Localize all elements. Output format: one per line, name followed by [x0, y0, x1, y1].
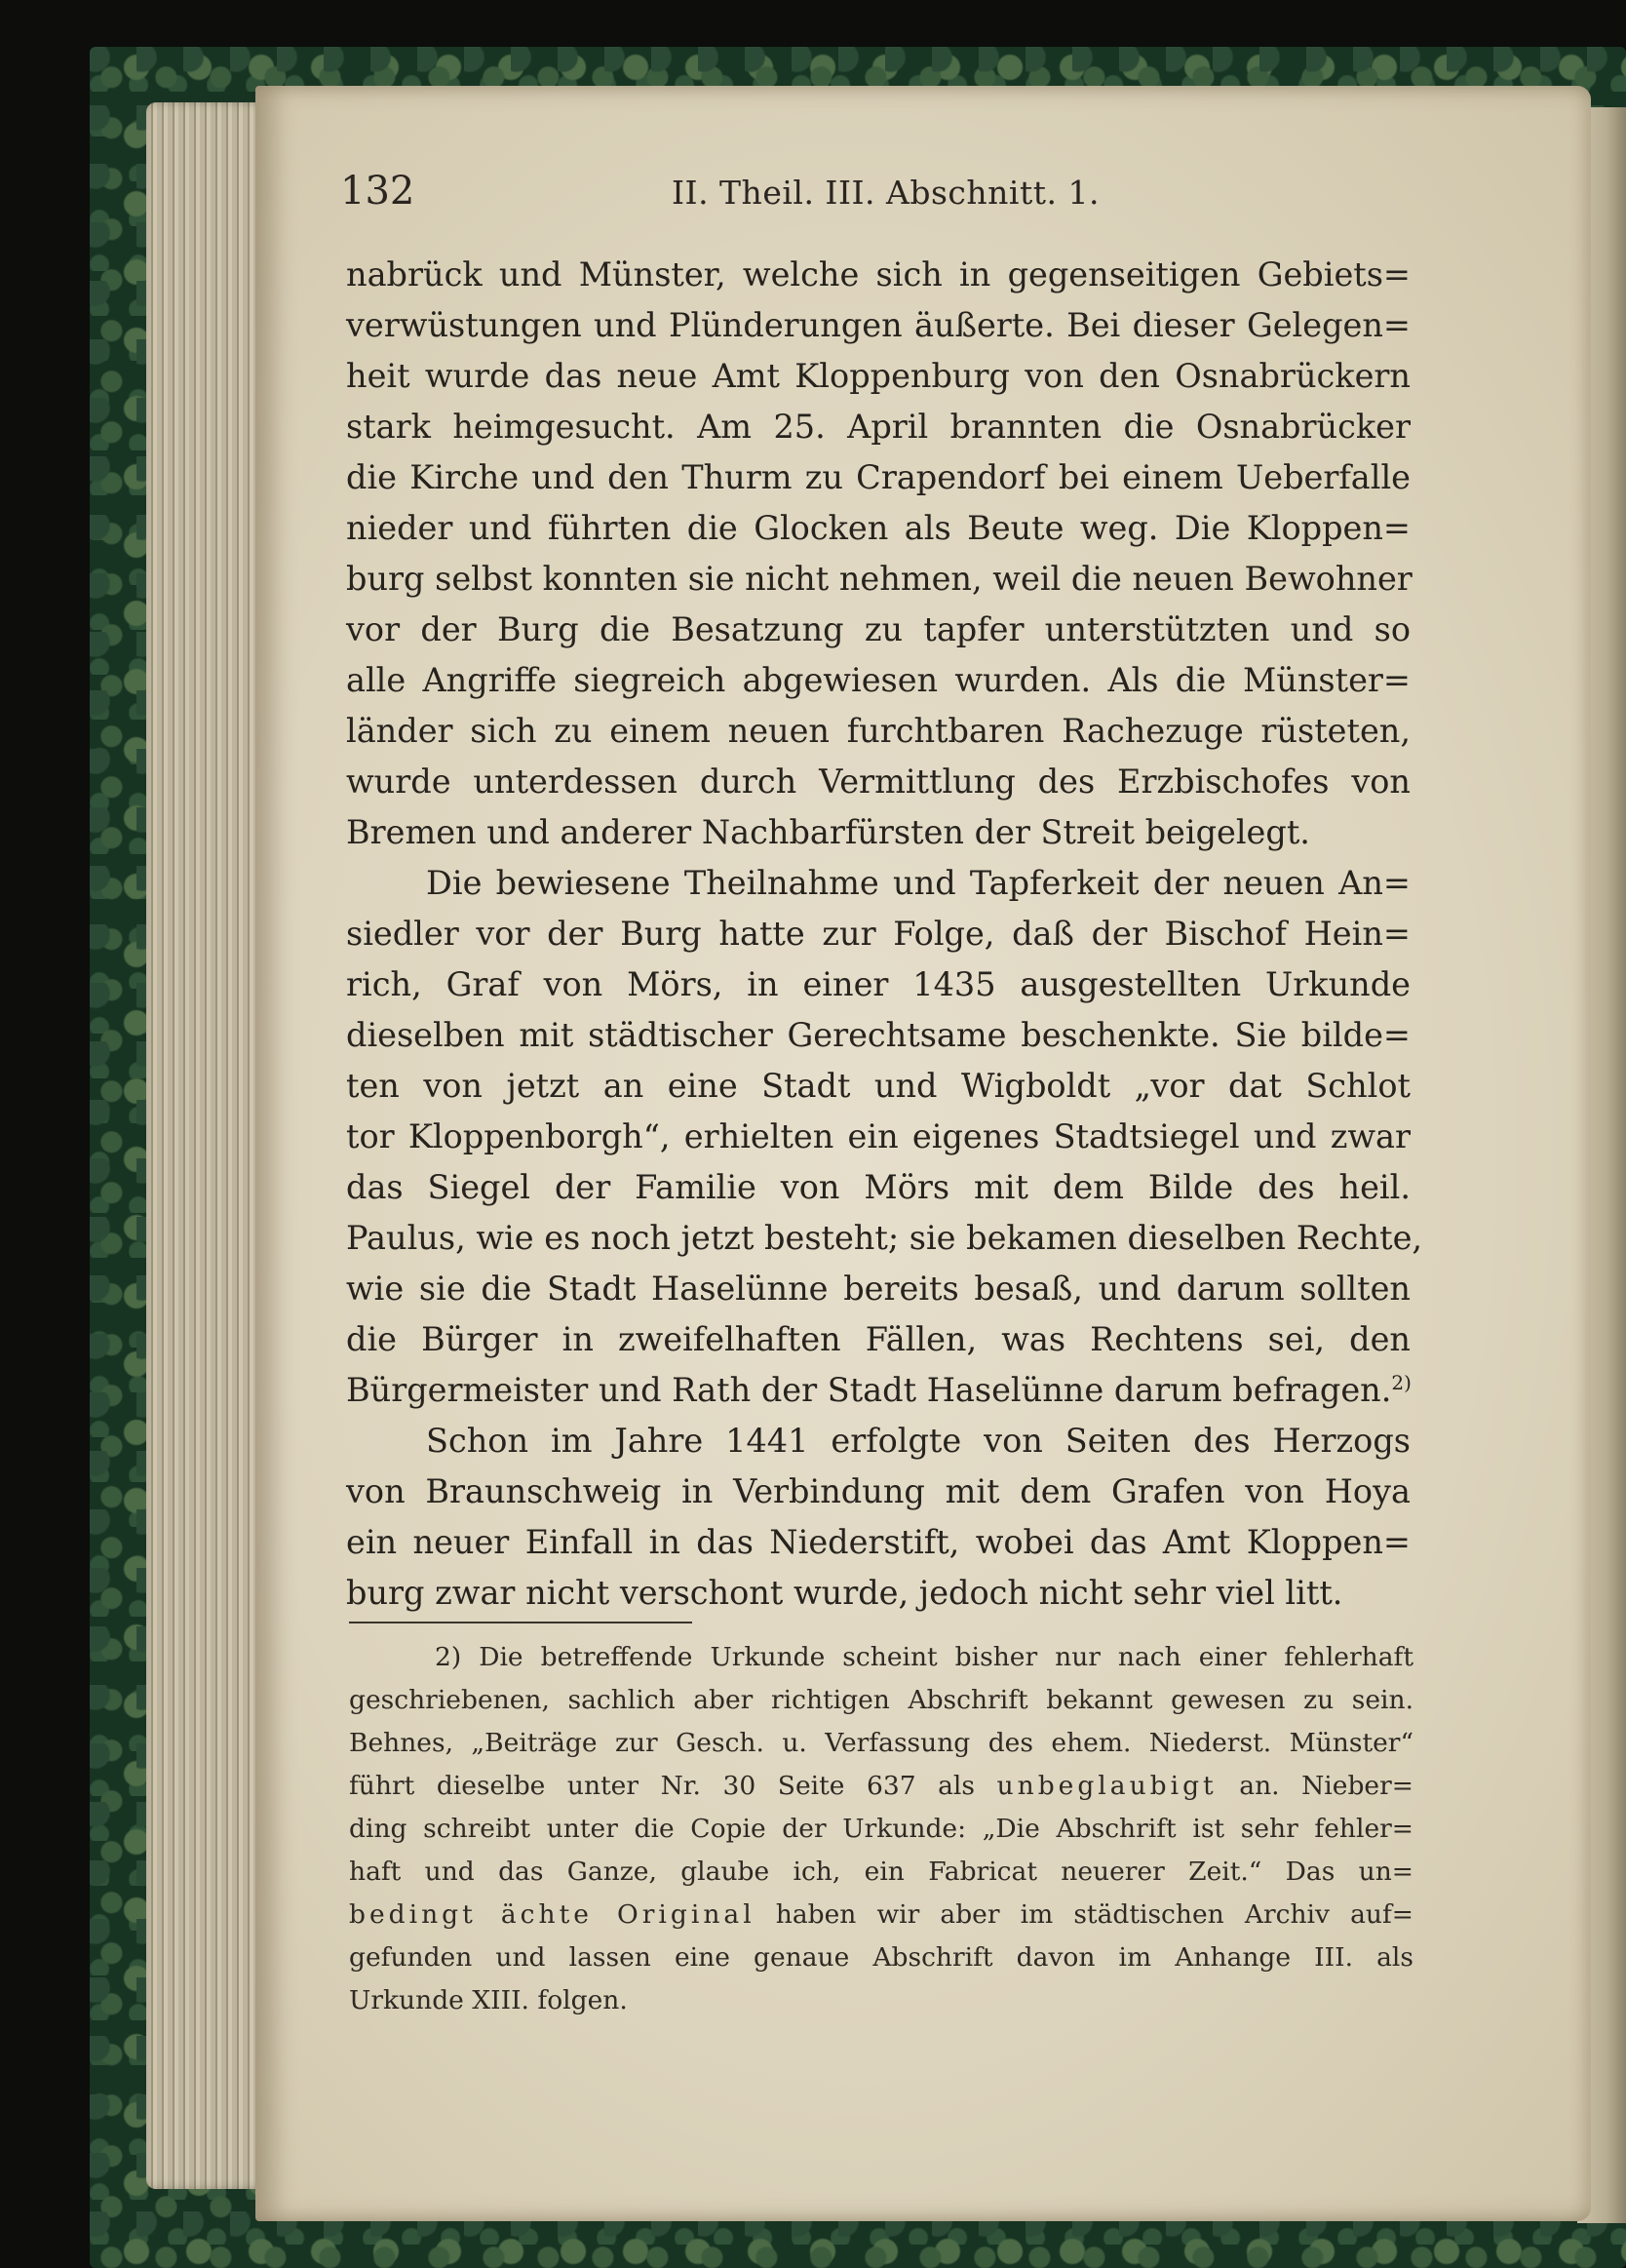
footnote-marker: 2): [435, 1642, 462, 1672]
text-line: nabrück und Münster, welche sich in gegenseitigen Gebiets=: [346, 255, 1411, 293]
footnote-line-text: führt dieselbe unter Nr. 30 Seite 637 als: [349, 1771, 975, 1801]
emphasis-text: unbeglaubigt: [996, 1771, 1218, 1801]
footnote-line: Behnes, „Beiträge zur Gesch. u. Verfassung des ehem. Niederst. Münster“: [349, 1728, 1413, 1758]
footnote-reference: 2): [1391, 1370, 1412, 1394]
text-line: das Siegel der Familie von Mörs mit dem Bilde des heil.: [346, 1168, 1411, 1206]
text-line: heit wurde das neue Amt Kloppenburg von den Osnabrückern: [346, 357, 1411, 395]
text-line-content: Bürgermeister und Rath der Stadt Haselünne darum befragen.: [346, 1371, 1392, 1409]
emphasis-text: bedingt ächte Original: [349, 1899, 755, 1930]
footnote-line: gefunden und lassen eine genaue Abschrift davon im Anhange III. als: [349, 1942, 1413, 1973]
text-line: alle Angriffe siegreich abgewiesen wurden. Als die Münster=: [346, 661, 1411, 699]
page-header: [340, 164, 1413, 222]
text-line: ein neuer Einfall in das Niederstift, wobei das Amt Kloppen=: [346, 1523, 1411, 1561]
text-line: die Kirche und den Thurm zu Crapendorf bei einem Ueberfalle: [346, 458, 1411, 496]
footnote-line: [349, 1894, 1413, 1936]
footnote-line-text: an. Nieber=: [1239, 1771, 1413, 1801]
text-line: [346, 1365, 1411, 1416]
page-number: 132: [340, 169, 415, 214]
text-line: die Bürger in zweifelhaften Fällen, was Rechtens sei, den: [346, 1320, 1411, 1358]
footnote-line-text: haben wir aber im städtischen Archiv auf=: [775, 1899, 1413, 1930]
text-line: dieselben mit städtischer Gerechtsame beschenkte. Sie bilde=: [346, 1016, 1411, 1054]
text-line: von Braunschweig in Verbindung mit dem Grafen von Hoya: [346, 1472, 1411, 1510]
text-line: länder sich zu einem neuen furchtbaren Rachezuge rüsteten,: [346, 712, 1411, 750]
text-line: siedler vor der Burg hatte zur Folge, daß der Bischof Hein=: [346, 915, 1411, 953]
footnote-line: Urkunde XIII. folgen.: [349, 1985, 628, 2015]
text-line: tor Kloppenborgh“, erhielten ein eigenes Stadtsiegel und zwar: [346, 1117, 1411, 1155]
text-line: wie sie die Stadt Haselünne bereits besaß, und darum sollten: [346, 1270, 1411, 1308]
text-line: ten von jetzt an eine Stadt und Wigboldt „vor dat Schlot: [346, 1067, 1411, 1105]
text-line: nieder und führten die Glocken als Beute weg. Die Kloppen=: [346, 509, 1411, 547]
footnote-line: [349, 1636, 1413, 1679]
footnote: [349, 1636, 1413, 2022]
footnote-line-text: Die betreffende Urkunde scheint bisher nur nach einer fehlerhaft: [479, 1642, 1413, 1672]
text-line: Schon im Jahre 1441 erfolgte von Seiten des Herzogs: [426, 1422, 1411, 1460]
text-line: Die bewiesene Theilnahme und Tapferkeit der neuen An=: [426, 864, 1411, 902]
footnote-divider: [349, 1622, 692, 1623]
running-head: II. Theil. III. Abschnitt. 1.: [672, 174, 1100, 212]
page-edges: [146, 102, 273, 2189]
text-line: verwüstungen und Plünderungen äußerte. Bei dieser Gelegen=: [346, 306, 1411, 344]
footnote-line: ding schreibt unter die Copie der Urkunde: „Die Abschrift ist sehr fehler=: [349, 1814, 1413, 1844]
body-text: [346, 250, 1423, 1619]
text-line: Bremen und anderer Nachbarfürsten der Streit beigelegt.: [346, 813, 1310, 851]
text-line: wurde unterdessen durch Vermittlung des Erzbischofes von: [346, 763, 1411, 801]
text-line: rich, Graf von Mörs, in einer 1435 ausgestellten Urkunde: [346, 965, 1411, 1003]
text-line: burg selbst konnten sie nicht nehmen, weil die neuen Bewohner: [346, 560, 1413, 598]
footnote-line: geschriebenen, sachlich aber richtigen Abschrift bekannt gewesen zu sein.: [349, 1685, 1413, 1715]
text-line: burg zwar nicht verschont wurde, jedoch nicht sehr viel litt.: [346, 1574, 1343, 1612]
text-line: vor der Burg die Besatzung zu tapfer unterstützten und so: [346, 610, 1411, 648]
footnote-line: haft und das Ganze, glaube ich, ein Fabricat neuerer Zeit.“ Das un=: [349, 1857, 1413, 1887]
footnote-line: [349, 1765, 1413, 1808]
text-line: stark heimgesucht. Am 25. April brannten die Osnabrücker: [346, 408, 1411, 446]
text-line: Paulus, wie es noch jetzt besteht; sie bekamen dieselben Rechte,: [346, 1219, 1423, 1257]
